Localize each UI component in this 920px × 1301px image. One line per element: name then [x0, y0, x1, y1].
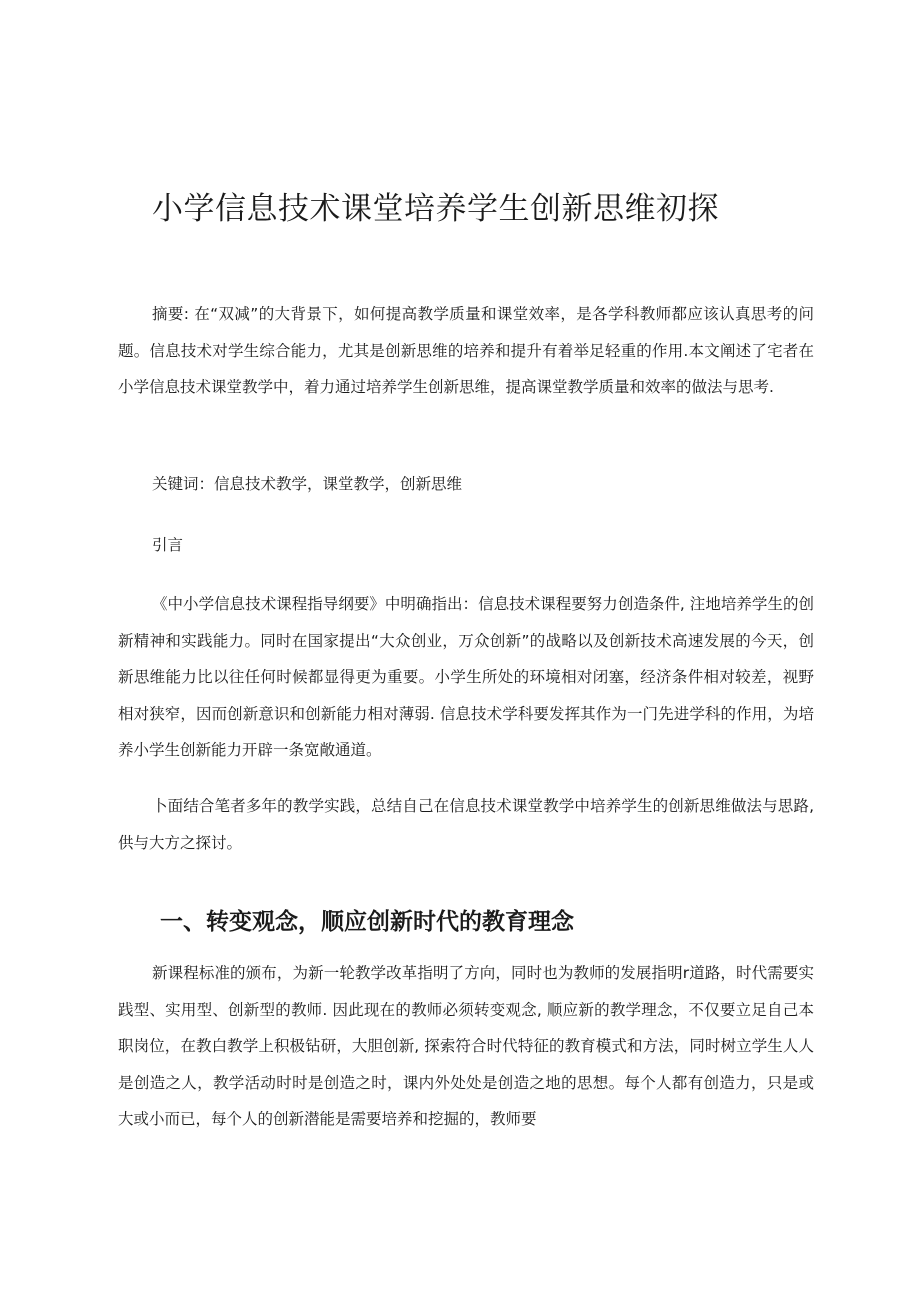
keywords-line: 关键词：信息技术教学，课堂教学，创新思维 [152, 475, 463, 493]
document-title: 小学信息技术课堂培养学生创新思维初探 [152, 190, 719, 227]
intro-label: 引言 [152, 536, 184, 554]
intro-paragraph-2: 卜面结合笔者多年的教学实践，总结自己在信息技术课堂教学中培养学生的创新思维做法与思路, 供与大方之探讨。 [118, 797, 814, 852]
section-heading-1: 一、转变观念，顺应创新时代的教育理念 [160, 908, 574, 936]
section-1-paragraph: 新课程标准的颁布，为新一轮教学改革指明了方向，同时也为教师的发展指明r道路，时代需要实践型、实用型、创新型的教师. 因此现在的教师必须转变观念, 顺应新的教学理念，不仅要立足自己本职岗位，在教白教学上积极钻研，大胆创新, 探索符合时代特征的教育模式和方法，同时树立学生人人是创造之人，教学活动时时是创造之时，课内外处处是创造之地的思想。每个人都有创造力，只是或大或小而已，每个人的创新潜能是需要培养和挖掘的，教师要 [118, 964, 814, 1128]
abstract-paragraph: 摘要: 在“双减”的大背景下，如何提高教学质量和课堂效率，是各学科教师都应该认真思考的问题。信息技术对学生综合能力，尤其是创新思维的培养和提升有着举足轻重的作用.本文阐述了宅者在小学信息技术课堂教学中，着力通过培养学生创新思维，提高课堂教学质量和效率的做法与思考. [118, 305, 814, 396]
intro-paragraph-1: 《中小学信息技术课程指导纲要》中明确指出：信息技术课程要努力创造条件, 注地培养学生的创新精神和实践能力。同时在国家提出“大众创业，万众创新”的战略以及创新技术高速发展的今天，创新思维能力比以往任何时候都显得更为重要。小学生所处的环境相对闭塞，经济条件相对较差，视野相对狭窄，因而创新意识和创新能力相对薄弱. 信息技术学科要发挥其作为一门先进学科的作用，为培养小学生创新能力开辟一条宽敞通道。 [118, 595, 814, 759]
